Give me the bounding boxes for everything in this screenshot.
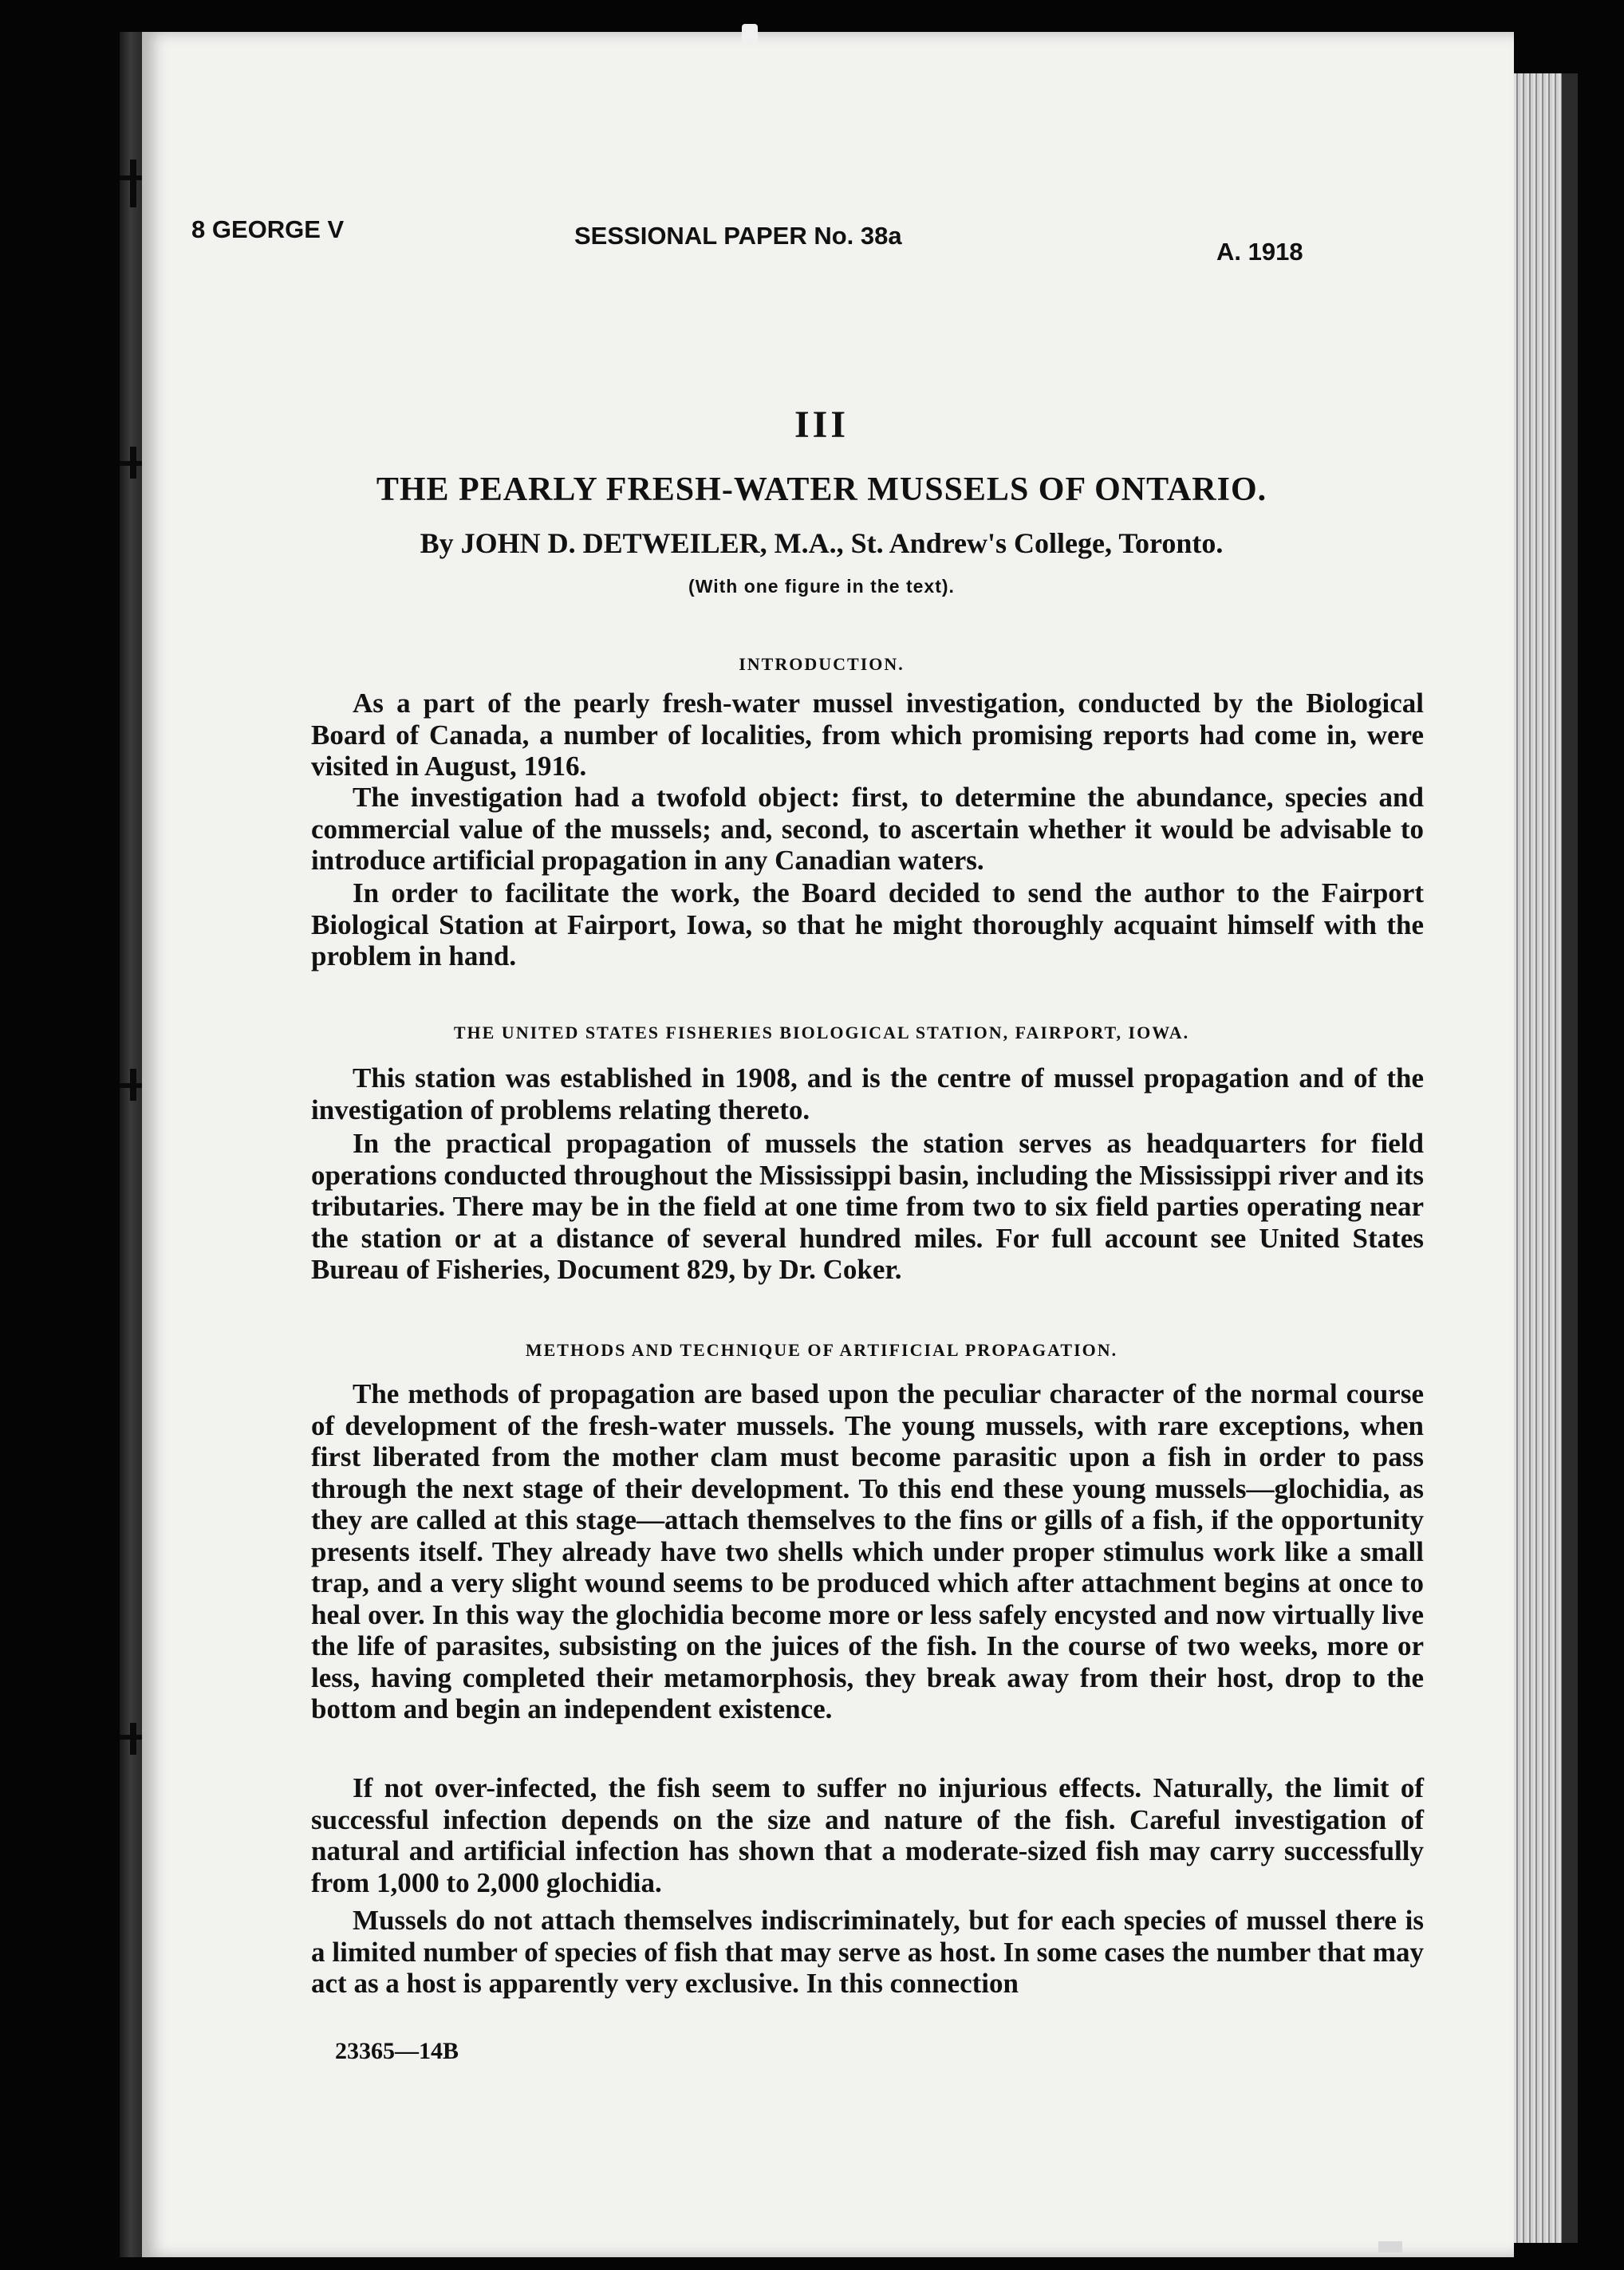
section-heading-fairport-station: THE UNITED STATES FISHERIES BIOLOGICAL STATION, FAIRPORT, IOWA.: [453, 1023, 1190, 1042]
article-byline: By JOHN D. DETWEILER, M.A., St. Andrew's College, Toronto.: [420, 527, 1224, 559]
figure-note: (With one figure in the text).: [688, 576, 955, 597]
binding-thread: [130, 447, 136, 479]
article-title: THE PEARLY FRESH-WATER MUSSELS OF ONTARIO.: [376, 471, 1267, 508]
scan-marker: [742, 24, 758, 43]
printer-signature: 23365—14B: [335, 2038, 459, 2064]
scan-marker: [1378, 2241, 1402, 2252]
paragraph: In the practical propagation of mussels the station serves as headquarters for field operations conducted throughout the Mississippi basin, including the Mississippi river and its tributaries. There may be in the field at one time from two to six field parties operating near the station or at a distance of several hundred miles. For full account see United States Bureau of Fisheries, Document 829, by Dr. Coker.: [311, 1128, 1424, 1285]
header-right: A. 1918: [1216, 238, 1303, 266]
running-header: [0, 215, 1624, 266]
section-heading-introduction: INTRODUCTION.: [739, 654, 905, 674]
paragraph: The methods of propagation are based upon the peculiar character of the normal course of development of the fresh-water mussels. The young mussels, with rare exceptions, when first liberated from the mother clam must become parasitic upon a fish in order to pass through the next stage of their development. To this end these young mussels—glochidia, as they are called at this stage—attach themselves to the fins or gills of a fish, if the opportunity presents itself. They already have two shells which under proper stimulus work like a small trap, and a very slight wound seems to be produced which after attachment begins at once to heal over. In this way the glochidia become more or less safely encysted and now virtually live the life of parasites, subsisting on the juices of the fish. In the course of two weeks, more or less, having completed their metamorphosis, they break away from their host, drop to the bottom and begin an independent existence.: [311, 1378, 1424, 1724]
paragraph: This station was established in 1908, and is the centre of mussel propagation and of the investigation of problems relating thereto.: [311, 1062, 1424, 1125]
header-left: 8 GEORGE V: [191, 215, 345, 243]
binding-thread: [130, 1723, 136, 1755]
paragraph: Mussels do not attach themselves indiscriminately, but for each species of mussel there is a limited number of species of fish that may serve as host. In some cases the number that may act as a host is apparently very exclusive. In this connection: [311, 1905, 1424, 1999]
header-center: SESSIONAL PAPER No. 38a: [574, 222, 902, 250]
paragraph: As a part of the pearly fresh-water mussel investigation, conducted by the Biological Board of Canada, a number of localities, from which promising reports had come in, were visited in August, 1916.: [311, 688, 1424, 782]
chapter-numeral: III: [794, 404, 849, 446]
paragraph: In order to facilitate the work, the Board decided to send the author to the Fairport Biological Station at Fairport, Iowa, so that he might thoroughly acquaint himself with the problem in hand.: [311, 877, 1424, 971]
binding-thread: [130, 1069, 136, 1101]
book-cover-edge: [1562, 73, 1578, 2243]
binding-thread: [130, 160, 136, 207]
paragraph: If not over-infected, the fish seem to suffer no injurious effects. Naturally, the limit of successful infection depends on the size and nature of the fish. Careful investigation of natural and artificial infection has shown that a moderate-sized fish may carry successfully from 1,000 to 2,000 glochidia.: [311, 1772, 1424, 1898]
page-stack-edge: [1514, 73, 1562, 2243]
section-heading-methods: METHODS AND TECHNIQUE OF ARTIFICIAL PROPAGATION.: [525, 1340, 1118, 1360]
paragraph: The investigation had a twofold object: first, to determine the abundance, species and commercial value of the mussels; and, second, to ascertain whether it would be advisable to introduce artificial propagation in any Canadian waters.: [311, 782, 1424, 876]
